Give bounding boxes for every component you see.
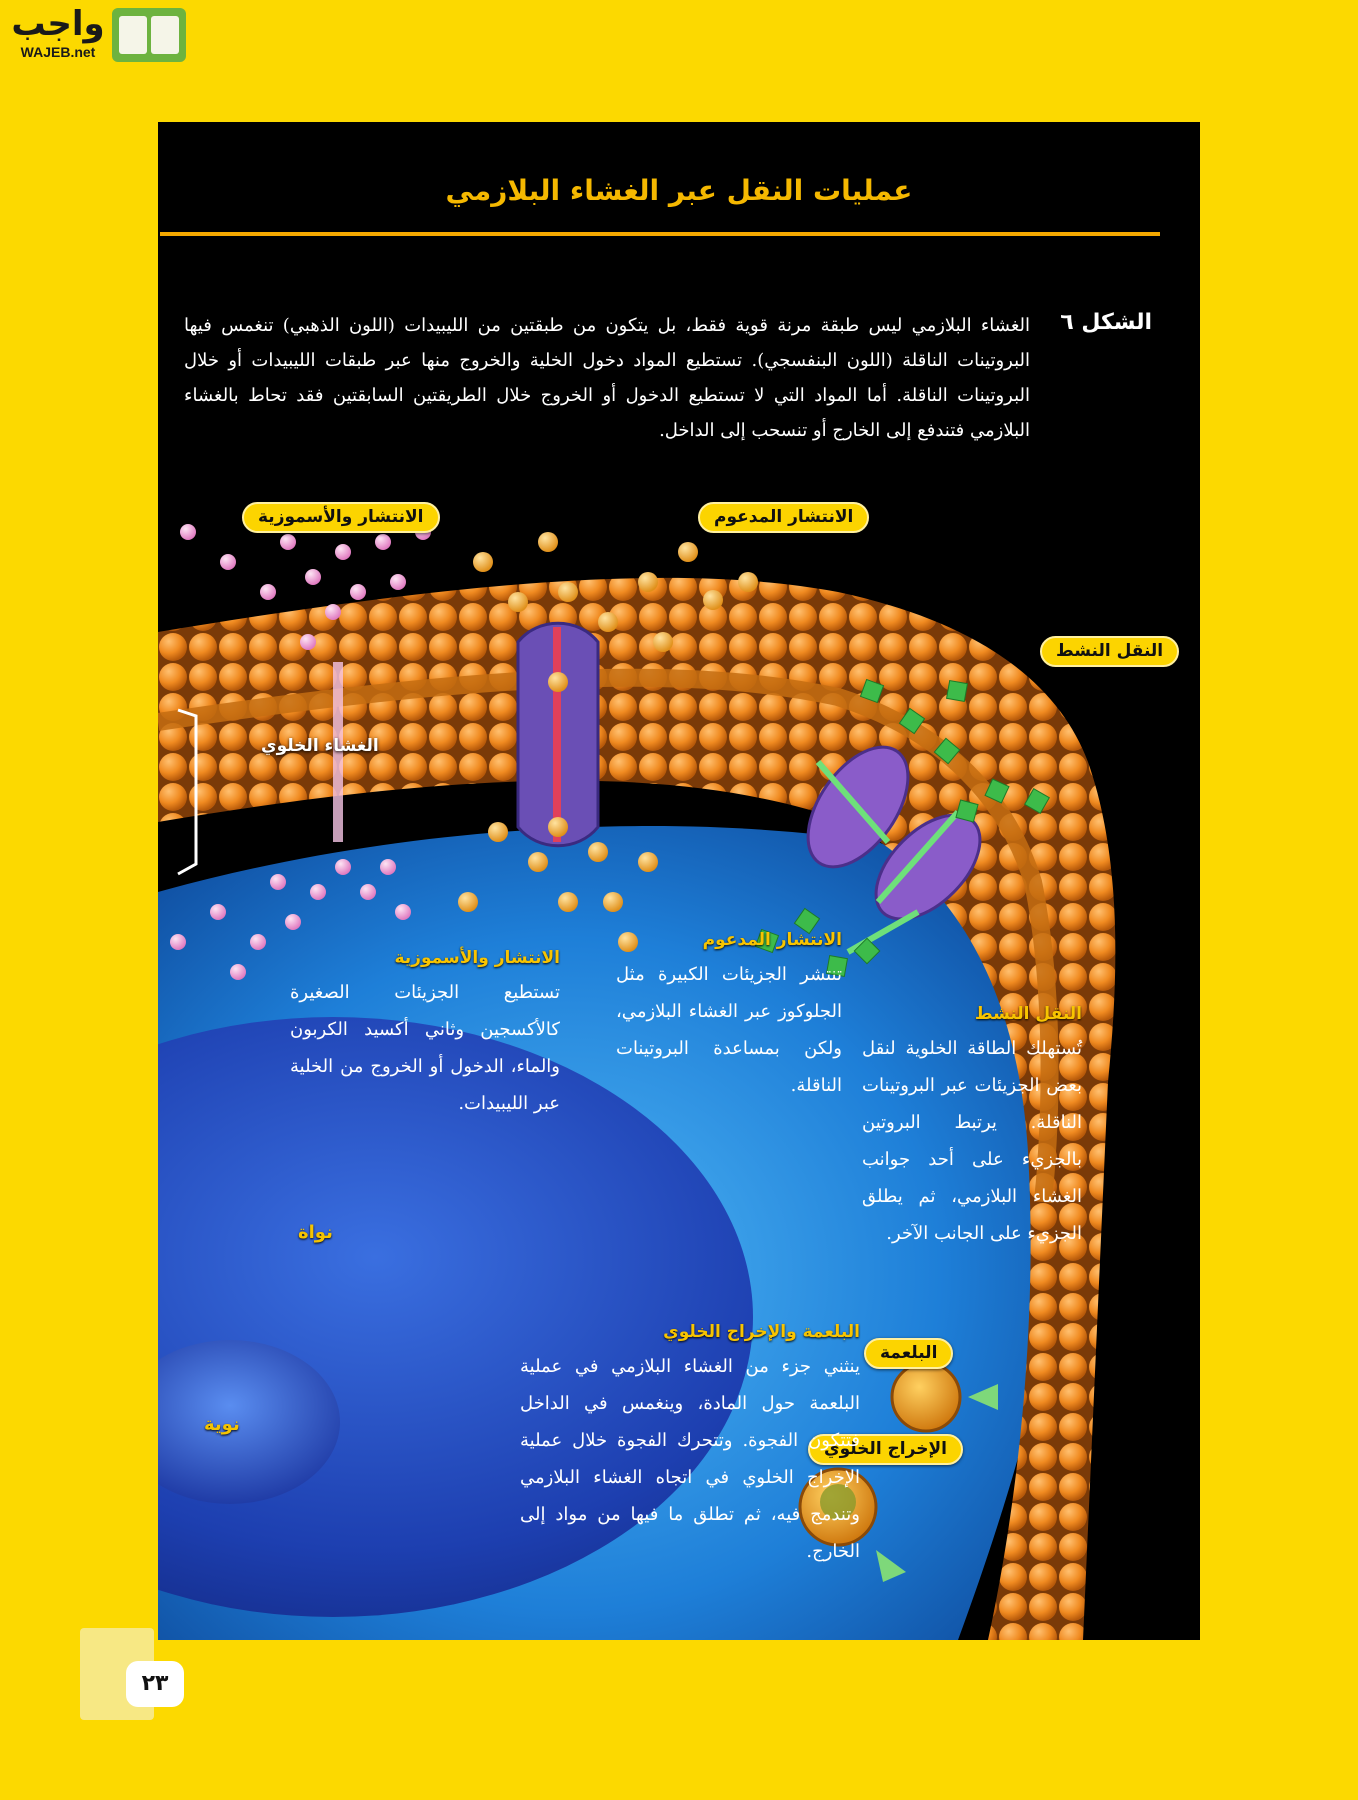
active-transport-heading: النقل النشط	[974, 1004, 1082, 1024]
endo-exo-text: ينثني جزء من الغشاء البلازمي في عملية البلعمة حول المادة، وينغمس في الداخل فتتكون الفجوة. وتتحرك الفجوة خلال عملية الإخراج الخلوي في اتجاه الغشاء البلازمي وتندمج فيه، ثم تطلق ما فيها من مواد إلى الخارج.	[520, 1356, 860, 1562]
label-nucleus: نواة	[298, 1222, 333, 1243]
diffusion-heading: الانتشار والأسموزية	[394, 948, 560, 968]
label-diffusion-osmosis: الانتشار والأسموزية	[242, 502, 440, 533]
label-facilitated-diffusion: الانتشار المدعوم	[698, 502, 869, 533]
page-number: ٢٣	[126, 1661, 184, 1707]
figure-intro: الغشاء البلازمي ليس طبقة مرنة قوية فقط، بل يتكون من طبقتين من الليبيدات (اللون الذهبي) تنغمس فيها البروتينات الناقلة (اللون البنفسجي). تستطيع المواد دخول الخلية والخروج منها عبر طبقات الليبيدات أو خلال البروتينات الناقلة. أما المواد التي لا تستطيع الدخول أو الخروج خلال الطريقتين السابقتين فقد تحاط بالغشاء البلازمي فتندفع إلى الخارج أو تنسحب إلى الداخل.	[184, 315, 1030, 441]
logo-book-icon	[112, 8, 186, 62]
diffusion-text: تستطيع الجزيئات الصغيرة كالأكسجين وثاني أكسيد الكربون والماء، الدخول أو الخروج من الخلية عبر الليبيدات.	[290, 982, 560, 1114]
facilitated-text: تنتشر الجزيئات الكبيرة مثل الجلوكوز عبر الغشاء البلازمي، ولكن بمساعدة البروتينات الناقلة.	[616, 964, 842, 1096]
page-title: عمليات النقل عبر الغشاء البلازمي	[445, 174, 913, 207]
label-active-transport: النقل النشط	[1040, 636, 1179, 667]
facilitated-heading: الانتشار المدعوم	[702, 930, 842, 950]
label-endocytosis: البلعمة	[864, 1338, 953, 1369]
endo-exo-heading: البلعمة والإخراج الخلوي	[663, 1322, 860, 1342]
logo-domain: WAJEB.net	[20, 44, 96, 60]
label-cell-membrane: الغشاء الخلوي	[261, 736, 379, 756]
active-transport-text: تُستهلك الطاقة الخلوية لنقل بعض الجزيئات عبر البروتينات الناقلة. يرتبط البروتين بالجزيء على أحد جوانب الغشاء البلازمي، ثم يطلق الجزيء على الجانب الآخر.	[862, 1038, 1082, 1244]
figure-panel	[158, 122, 1200, 1640]
label-exocytosis: الإخراج الخلوي	[808, 1434, 963, 1465]
figure-label: الشكل ٦	[1060, 310, 1152, 335]
logo-text: واجب	[11, 4, 105, 44]
channel-protein	[518, 623, 598, 846]
endocytosis-vesicle	[892, 1363, 960, 1431]
label-nucleolus: نوية	[204, 1414, 240, 1435]
title-divider	[160, 232, 1160, 236]
